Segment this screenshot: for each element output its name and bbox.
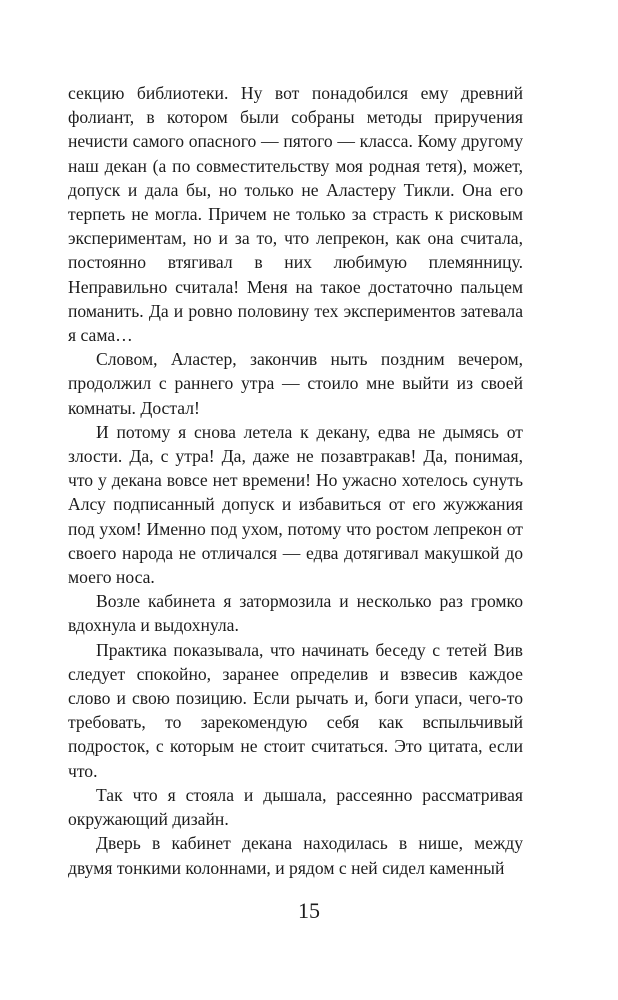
paragraph: И потому я снова летела к декану, едва не дымясь от злости. Да, с утра! Да, даже не позавтракав! Да, понимая, что у декана вовсе нет времени! Но ужасно хотелось сунуть Алсу подписанный допуск и избавиться от его жужжания под ухом! Именно под ухом, потому что ростом лепрекон от своего народа не отличался — едва дотягивал макушкой до моего носа. xyxy=(68,421,523,588)
paragraph: Дверь в кабинет декана находилась в нише, между двумя тонкими колоннами, и рядом с ней сидел каменный xyxy=(68,833,523,878)
paragraph: Практика показывала, что начинать беседу с тетей Вив следует спокойно, заранее определив и взвесив каждое слово и свою позицию. Если рычать и, боги упаси, чего-то требовать, то зарекомендую себя как вспыльчивый подросток, с которым не стоит считаться. Это цитата, если что. xyxy=(68,639,523,781)
body-text xyxy=(68,81,523,880)
paragraph: Так что я стояла и дышала, рассеянно рассматривая окружающий дизайн. xyxy=(68,784,523,830)
paragraph-continuation: секцию библиотеки. Ну вот понадобился ему древний фолиант, в котором были собраны методы приручения нечисти самого опасного — пятого — класса. Кому другому наш декан (а по совместительству моя родная тетя), может, допуск и дала бы, но только не Аластеру Тикли. Она его терпеть не могла. Причем не только за страсть к рисковым экспериментам, но и за то, что лепрекон, как она считала, постоянно втягивал в них любимую племянницу. Неправильно считала! Меня на такое достаточно пальцем поманить. Да и ровно половину тех экспериментов затевала я сама… xyxy=(68,83,523,346)
paragraph: Возле кабинета я затормозила и несколько раз громко вдохнула и выдохнула. xyxy=(68,591,523,636)
page-number: 15 xyxy=(298,898,320,923)
paragraph: Словом, Аластер, закончив ныть поздним вечером, продолжил с раннего утра — стоило мне выйти из своей комнаты. Достал! xyxy=(68,349,523,418)
